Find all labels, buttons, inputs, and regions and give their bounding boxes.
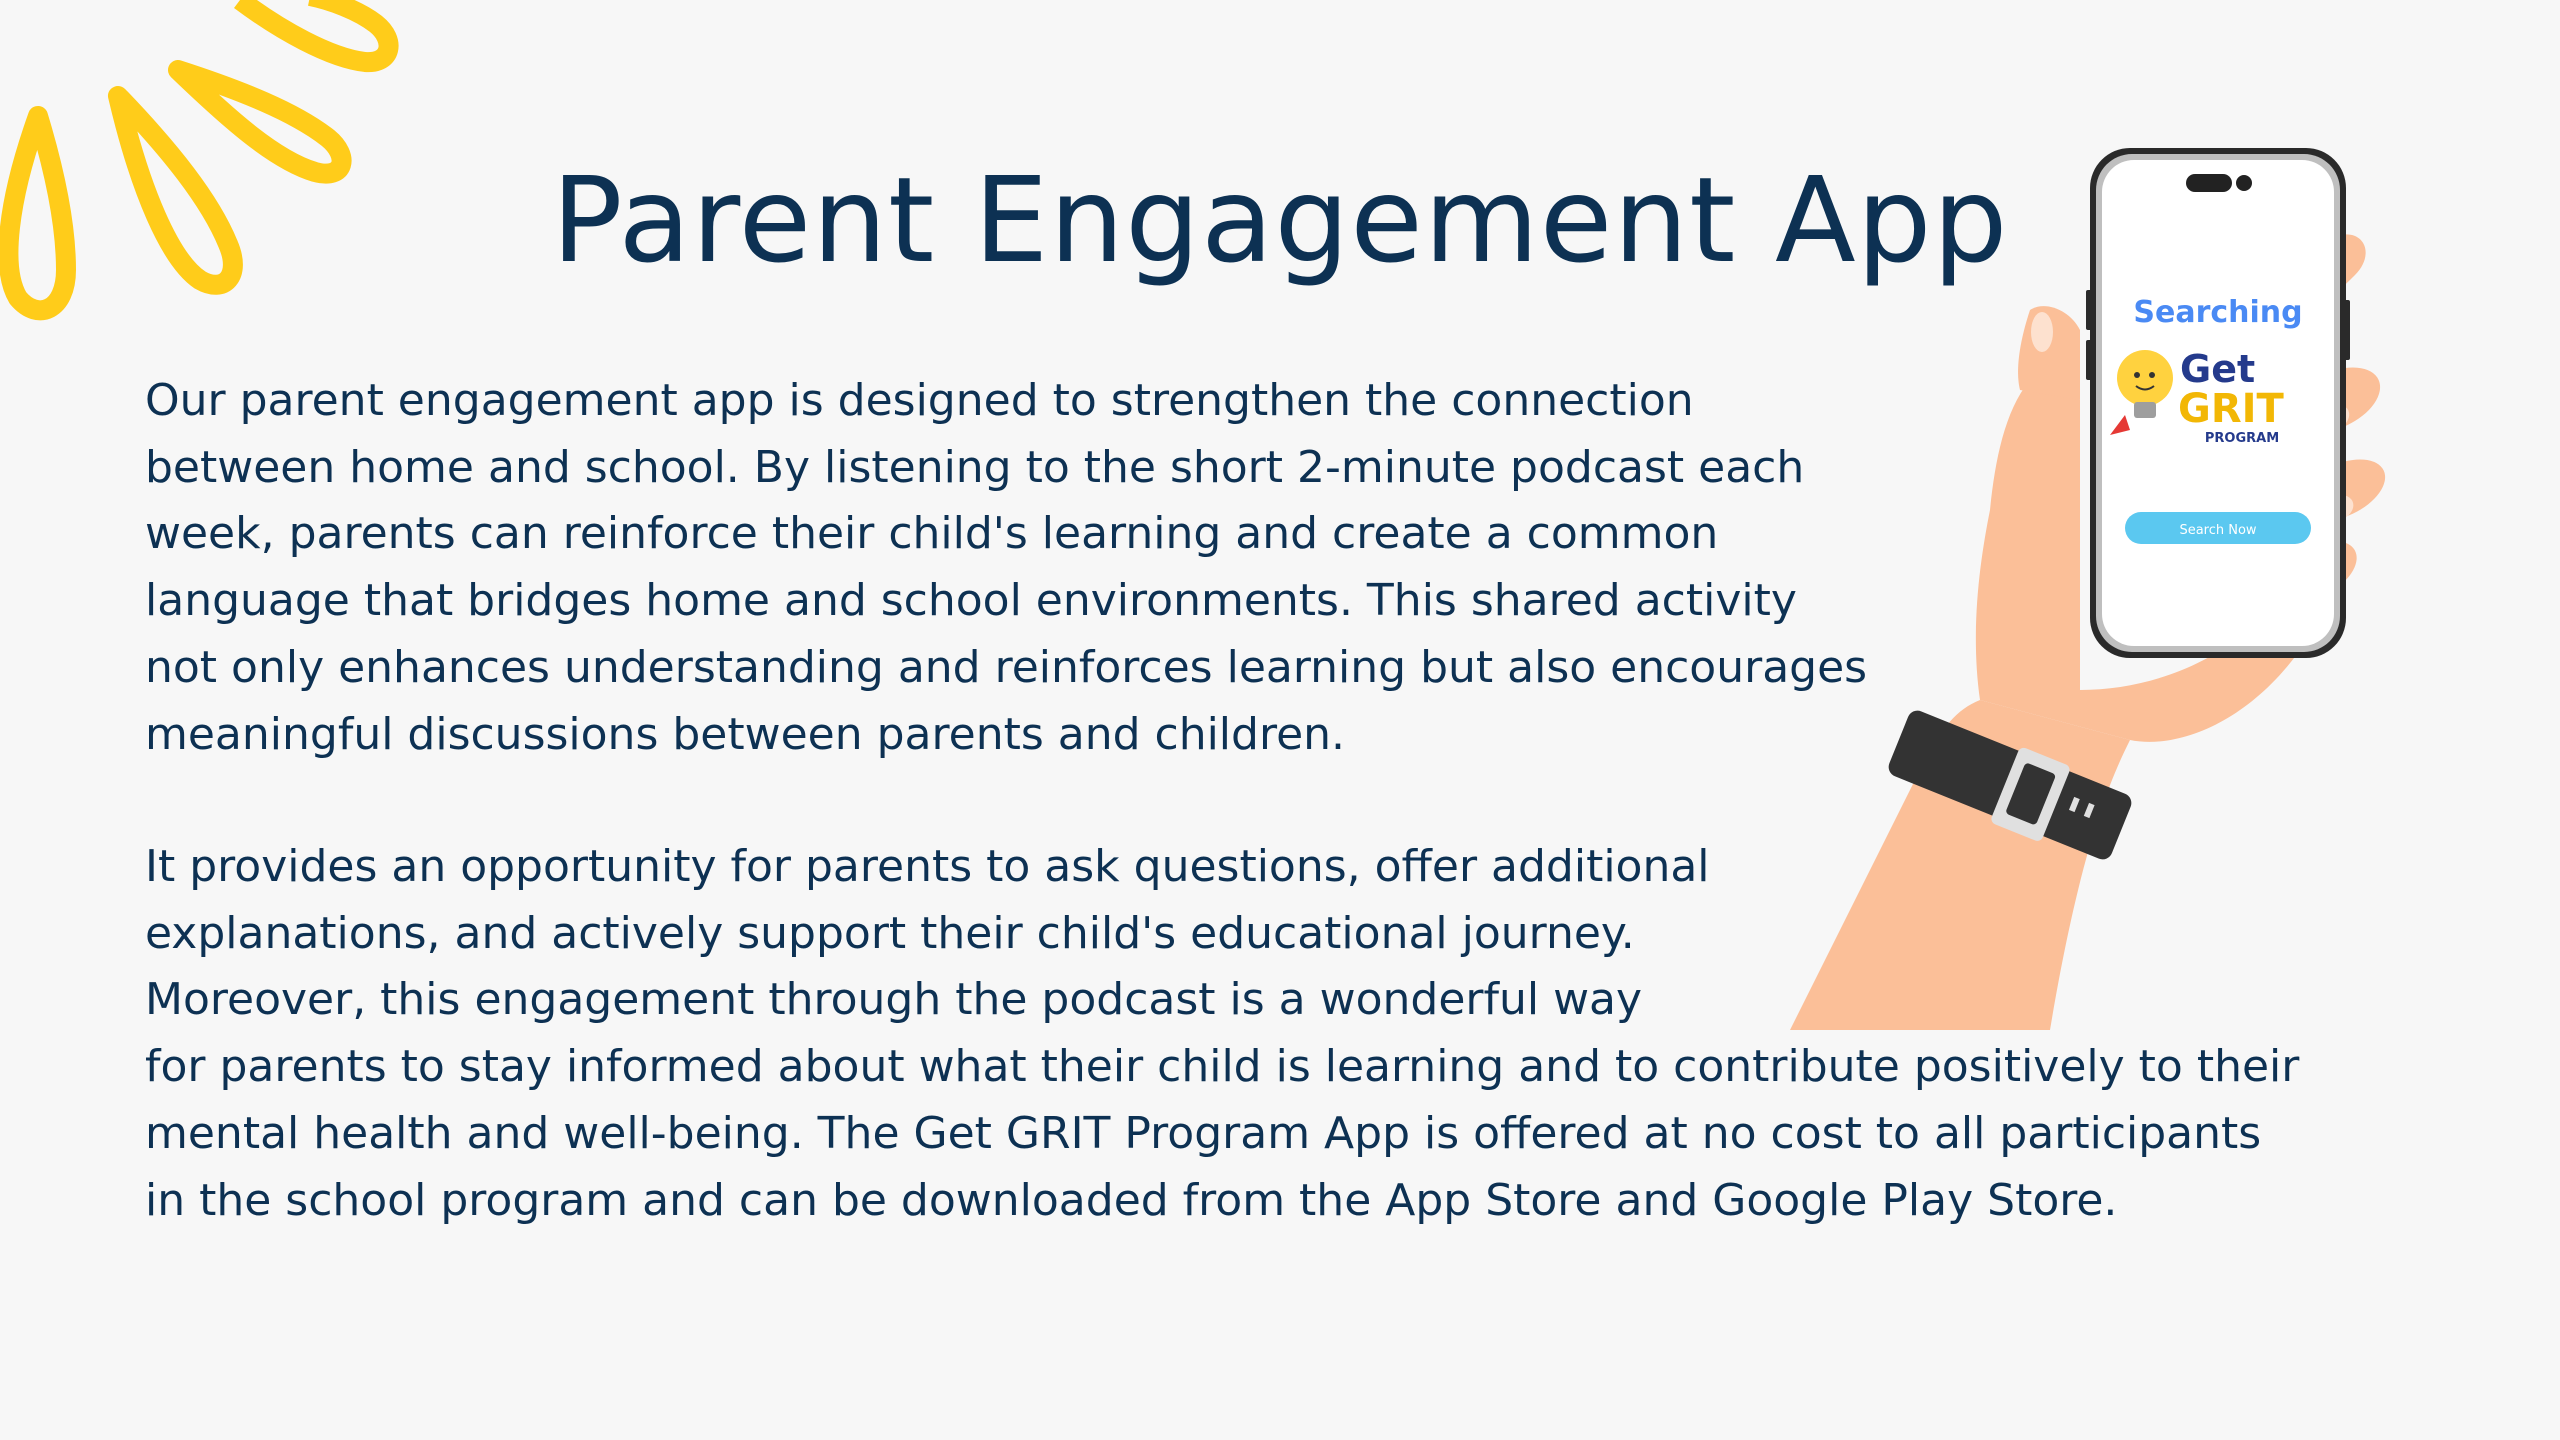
dynamic-island [2186,174,2232,192]
details-paragraph: It provides an opportunity for parents to ask questions, offer additional explanations, and actively support their child's educational journey. Moreover, this engagement through the podcast is a wonderful way for parents to stay informed about what their child is learning and to contribute positively to their mental health and well-being. The Get GRIT Program App is offered at no cost to all participants in the school program and can be downloaded from the App Store and Google Play Store. [145,841,2300,1226]
searching-label: Searching [2133,295,2303,330]
hand-holding-phone-illustration [1780,130,2430,1030]
ray-4 [240,0,389,62]
search-now-label: Search Now [2179,523,2257,538]
side-button [2086,290,2092,330]
page-title: Parent Engagement App [551,151,2009,289]
side-button-2 [2086,340,2092,380]
logo-grit: GRIT [2178,386,2284,432]
logo-program: PROGRAM [2204,431,2280,446]
logo-get: Get [2180,347,2256,391]
power-button [2344,300,2350,360]
thumbnail [2031,312,2053,352]
camera-dot [2236,175,2252,191]
intro-paragraph: Our parent engagement app is designed to strengthen the connection between home and school. By listening to the short 2-minute podcast each week, parents can reinforce their child's learning and create a common language that bridges home and school environments. This shared activity not only enhances understanding and reinforces learning but also encourages meaningful discussions between parents and children. [145,375,1868,760]
